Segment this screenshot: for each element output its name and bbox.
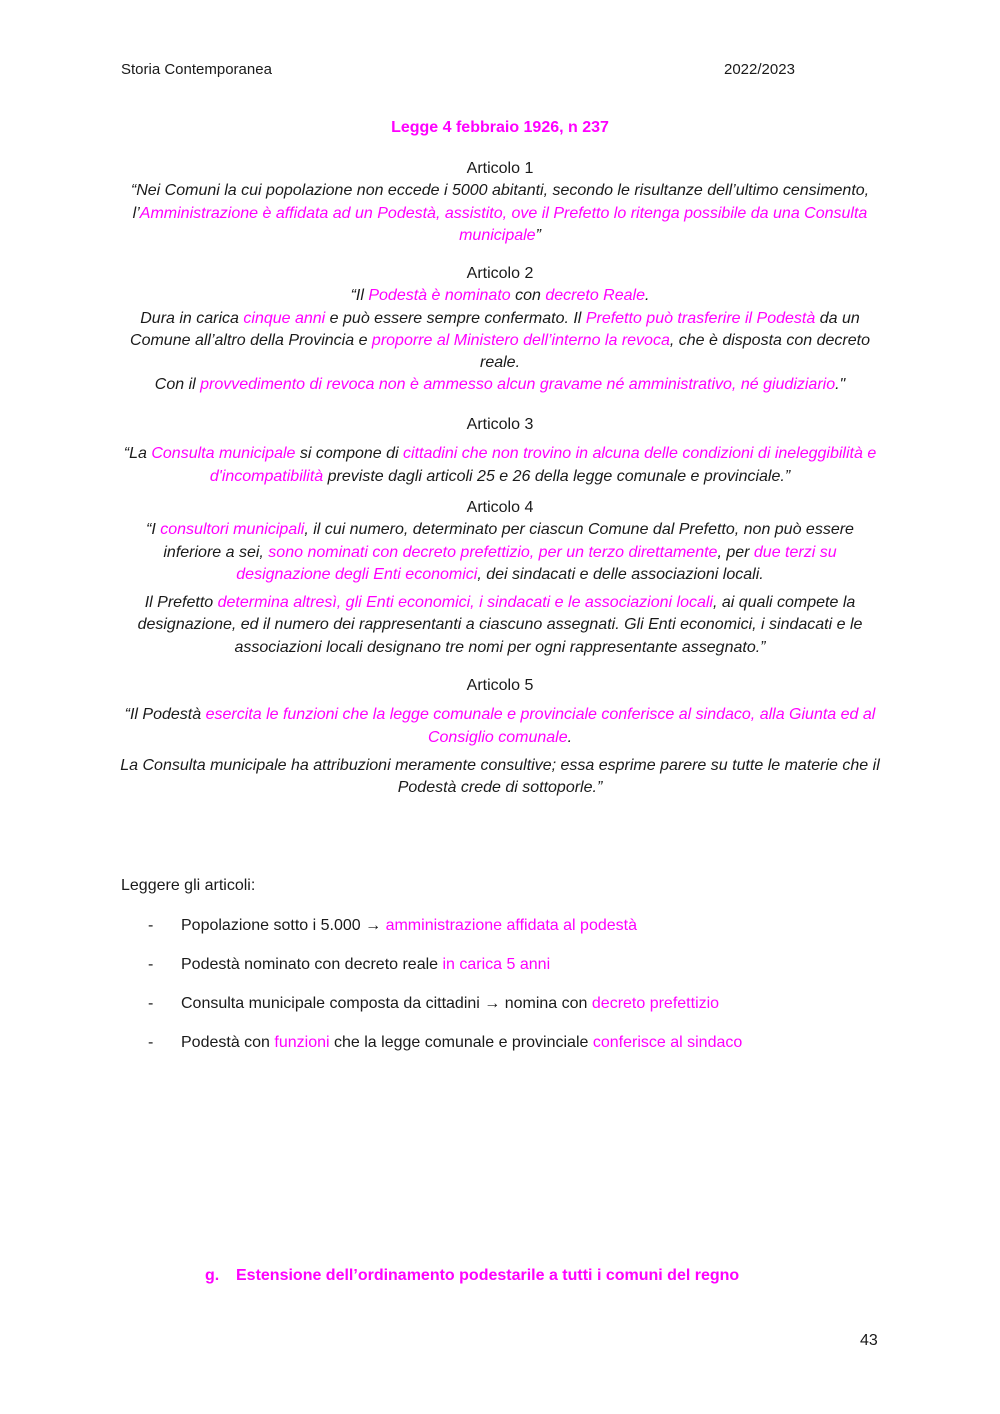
article-3 — [115, 414, 885, 488]
article-4 — [115, 497, 885, 659]
section-heading: g. Estensione dell’ordinamento podestarile a tutti i comuni del regno — [205, 1267, 740, 1284]
article-heading: Articolo 1 — [466, 160, 534, 177]
article-2 — [115, 263, 885, 397]
article-text: Il Prefetto determina altresì, gli Enti economici, i sindacati e le associazioni locali, ai quali compete la designazione, ed il numero dei rappresentanti a ciascuno assegnati. Gli Enti economici, i sindacati e le associazioni locali designano tre nomi per ogni rappresentante assegnato.” — [137, 594, 863, 656]
article-heading: Articolo 3 — [466, 416, 534, 433]
list-item: - Popolazione sotto i 5.000 → amministrazione affidata al podestà — [148, 917, 637, 934]
article-text: “I consultori municipali, il cui numero, determinato per ciascun Comune dal Prefetto, non può essere inferiore a sei, sono nominati con decreto prefettizio, per un terzo direttamente, per due terzi su designazione degli Enti economici, dei sindacati e delle associazioni locali. — [146, 521, 854, 583]
law-title: Legge 4 febbraio 1926, n 237 — [391, 119, 609, 136]
list-item: - Consulta municipale composta da cittadini → nomina con decreto prefettizio — [148, 995, 720, 1012]
article-text: “Il Podestà esercita le funzioni che la legge comunale e provinciale conferisce al sindaco, alla Giunta ed al Consiglio comunale. — [124, 706, 876, 746]
page-number: 43 — [860, 1332, 878, 1349]
list-item: - Podestà nominato con decreto reale in carica 5 anni — [148, 956, 551, 973]
article-text: “La Consulta municipale si compone di cittadini che non trovino in alcuna delle condizioni di ineleggibilità e d'incompatibilità previste dagli articoli 25 e 26 della legge comunale e provinciale.” — [123, 445, 877, 485]
article-text: Dura in carica cinque anni e può essere sempre confermato. Il Prefetto può trasferire il Podestà da un Comune all’altro della Provincia e proporre al Ministero dell’interno la revoca, che è disposta con decreto reale. — [130, 309, 870, 372]
header-course: Storia Contemporanea — [121, 61, 272, 78]
article-text: Con il provvedimento di revoca non è ammesso alcun gravame né amministrativo, né giudiziario." — [154, 376, 846, 394]
reading-intro: Leggere gli articoli: — [121, 877, 256, 894]
article-1 — [115, 158, 885, 247]
article-text: “Il Podestà è nominato con decreto Reale. — [350, 287, 650, 305]
header-year: 2022/2023 — [724, 61, 795, 78]
article-heading: Articolo 5 — [466, 677, 534, 694]
article-text: La Consulta municipale ha attribuzioni meramente consultive; essa esprime parere su tutte le materie che il Podestà crede di sottoporle.” — [120, 756, 880, 797]
article-5 — [115, 675, 885, 799]
article-heading: Articolo 2 — [466, 265, 534, 282]
article-text: “Nei Comuni la cui popolazione non eccede i 5000 abitanti, secondo le risultanze dell’ultimo censimento, l’Amministrazione è affidata ad un Podestà, assistito, ove il Prefetto lo ritenga possibile da una Consulta municipale” — [130, 182, 870, 244]
article-heading: Articolo 4 — [466, 499, 534, 516]
list-item: - Podestà con funzioni che la legge comunale e provinciale conferisce al sindaco — [148, 1034, 743, 1051]
